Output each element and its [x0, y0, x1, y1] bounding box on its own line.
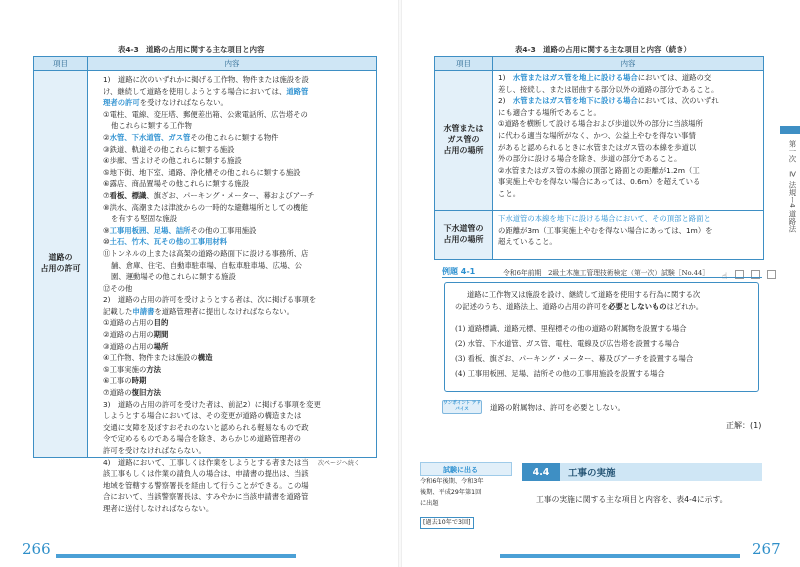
table-row — [435, 71, 763, 211]
text-line: 1) 水管またはガス管を地上に設ける場合においては、道路の交 — [498, 73, 712, 82]
side-tab-bar — [780, 126, 800, 134]
header-item: 項目 — [34, 57, 88, 70]
page-number: 267 — [752, 540, 781, 558]
example-rule — [442, 277, 762, 278]
table-header — [34, 57, 376, 71]
exam-line: [過去10年で3回] — [420, 517, 474, 529]
option-4: (4) 工事用板囲、足場、詰所その他の工事用施設を設置する場合 — [455, 369, 665, 378]
text-line: 差し、接続し、または屈曲する部分以外の道路の部分であること。 — [498, 84, 719, 94]
exam-line: に出題 — [420, 500, 439, 507]
text-line: 事実施上やむを得ない場合にあっては、0.6m）を超えている — [498, 177, 701, 187]
text-line: ③鉄道、軌道その他これらに類する施設 — [103, 144, 235, 154]
text-line: 1) 道路に次のいずれかに掲げる工作物、物件または施設を設 — [103, 75, 309, 84]
advice-badge: ワンポイント アドバイス — [443, 401, 481, 412]
exam-badge: 試験に出る — [420, 462, 512, 476]
section-number: 4.4 — [522, 463, 560, 481]
text-line: け、継続して道路を使用しようとする場合においては、道路管 — [103, 86, 309, 96]
chapter-side-tab — [780, 118, 800, 318]
option-2: (2) 水管、下水道管、ガス管、電柱、電線及び広告塔を設置する場合 — [455, 339, 680, 348]
example-title: 例題 4-1 — [442, 267, 476, 276]
text-line: ⑥工事の時期 — [103, 376, 147, 386]
text-line: があると認められるときに水管またはガス管の本線を歩道以 — [498, 142, 697, 152]
table-row — [435, 211, 763, 259]
row-content — [493, 71, 763, 210]
text-line: 理者に送付しなければならない。 — [103, 503, 214, 513]
text-line: 許可を受けなければならない。 — [103, 446, 206, 455]
check-box[interactable] — [767, 270, 776, 279]
text-line: 該工事もしくは作業の請負人の場合は、申請書の提出は、当該 — [103, 469, 309, 479]
text-line: ⑦道路の復旧方法 — [103, 388, 162, 398]
row-label: 水管または ガス管の 占用の場所 — [435, 71, 493, 210]
exam-frequency-box — [420, 462, 512, 529]
text-line: ①道路を横断して設ける場合および歩道以外の部分に当該場所 — [498, 119, 703, 129]
row-label: 道路の 占用の許可 — [34, 71, 88, 457]
row-label: 下水道管の 占用の場所 — [435, 211, 493, 259]
text-line: 園、運動場その他これらに類する施設 — [111, 272, 236, 282]
text-line: 2) 水管またはガス管を地下に設ける場合においては、次のいずれ — [498, 96, 719, 106]
text-line: 理者の許可を受けなければならない。 — [103, 98, 228, 108]
text-line: しようとする場合においては、その変更が道路の構造または — [103, 411, 302, 421]
row-content — [493, 211, 763, 259]
table-header — [435, 57, 763, 71]
bottom-bar — [56, 554, 296, 558]
text-line: ⑤工事実施の方法 — [103, 364, 162, 374]
text-line: こと。 — [498, 188, 521, 198]
section-title: 工事の実施 — [568, 468, 616, 479]
text-line: ④歩廊、雪よけその他これらに類する施設 — [103, 156, 242, 166]
text-line: 地域を管轄する警察署長を経由して行うことができる。この場 — [103, 480, 309, 490]
text-line: ①電柱、電線、変圧塔、郵便差出箱、公衆電話所、広告塔その — [103, 109, 308, 119]
section-text: 工事の実施に関する主な項目と内容を、表4-4に示す。 — [536, 495, 728, 504]
check-boxes — [722, 264, 776, 283]
text-line: ⑧洪水、高潮または津波からの一時的な避難場所としての機能 — [103, 202, 308, 212]
text-line: 3) 道路の占用の許可を受けた者は、前記2）に掲げる事項を変更 — [103, 399, 321, 409]
text-line: ①道路の占用の目的 — [103, 318, 169, 328]
text-line: 下水道管の本線を地下に設ける場合において、その頂部と路面と — [498, 214, 711, 223]
exam-line: 後期、平成29年第1回 — [420, 489, 482, 496]
option-1: (1) 道路標識、道路元標、里程標その他の道路の附属物を設置する場合 — [455, 324, 687, 333]
bottom-bar — [500, 554, 740, 558]
text-line: ②水管またはガス管の本線の頂部と路面との距離が1.2m（工 — [498, 165, 700, 175]
text-line: 4) 道路において、工事しくは作業をしようとする者または当 — [103, 457, 309, 467]
text-line: ⑨工事用板囲、足場、詰所その他の工事用施設 — [103, 225, 257, 235]
text-line: ④工作物、物件または施設の構造 — [103, 353, 213, 363]
text-line: ⑦看板、標識、旗ざお、パーキング・メーター、幕およびアーチ — [103, 190, 315, 200]
advice-text: 道路の附属物は、許可を必要としない。 — [490, 403, 625, 412]
text-line: ⑪トンネルの上または高架の道路の路面下に設ける事務所、店 — [103, 248, 309, 258]
page-number: 266 — [22, 540, 51, 558]
text-line: にも適合する場所であること。 — [498, 107, 601, 117]
continue-note: 次ページへ続く — [318, 460, 360, 467]
text-line: の距離が3m（工事実施上やむを得ない場合にあっては、1m）を — [498, 225, 713, 235]
text-line: ⑫その他 — [103, 283, 133, 293]
option-3: (3) 看板、旗ざお、パーキング・メーター、幕及びアーチを設置する場合 — [455, 354, 694, 363]
occupancy-table-continued — [434, 56, 764, 260]
header-item: 項目 — [435, 57, 493, 70]
answer: 正解：(1) — [726, 421, 762, 430]
header-content: 内容 — [224, 59, 240, 68]
text-line: ②水管、下水道管、ガス管その他これらに類する物件 — [103, 132, 279, 142]
text-line: 他これらに類する工作物 — [111, 121, 192, 131]
text-line: 外の部分に設ける場合を除き、歩道の部分であること。 — [498, 154, 682, 164]
table-caption-continued: 表4-3 道路の占用に関する主な項目と内容（続き） — [515, 45, 691, 54]
text-line: 2) 道路の占用の許可を受けようとする者は、次に掲げる事項を — [103, 295, 317, 305]
question-line: 道路に工作物又は施設を設け、継続して道路を使用する行為に関する次 — [467, 290, 701, 299]
text-line: 記載した申請書を道路管理者に提出しなければならない。 — [103, 306, 294, 316]
text-line: 令で定めるものである場合を除き、あらかじめ道路管理者の — [103, 434, 301, 444]
text-line: 舗、倉庫、住宅、自動車駐車場、自転車駐車場、広場、公 — [111, 260, 302, 270]
text-line: ②道路の占用の期間 — [103, 330, 169, 340]
text-line: に代わる適当な場所がなく、かつ、公益上やむを得ない事情 — [498, 130, 696, 140]
text-line: ⑤地下街、地下室、通路、浄化槽その他これらに類する施設 — [103, 167, 301, 177]
side-tab-label: 第一次 Ⅳ 法規ー4 道路法 — [788, 140, 797, 233]
header-content: 内容 — [620, 59, 636, 68]
text-line: 交通に支障を及ぼすおそれのないと認められる軽易なもので政 — [103, 422, 309, 432]
text-line: 超えていること。 — [498, 237, 557, 247]
example-question-box — [444, 282, 759, 392]
question-line: の記述のうち、道路法上、道路の占用の許可を必要としないものはどれか。 — [455, 302, 704, 311]
text-line: ⑥露店、商品置場その他これらに類する施設 — [103, 179, 250, 189]
text-line: を有する堅固な施設 — [111, 214, 178, 224]
text-line: 合において、当該警察署長は、すみやかに当該申請書を道路管 — [103, 492, 309, 502]
exam-line: 令和6年後期、令和3年 — [420, 478, 484, 485]
text-line: ③道路の占用の場所 — [103, 341, 169, 351]
example-subtitle: 令和6年前期 2級土木施工管理技術検定（第一次）試験［No.44］ — [503, 269, 710, 277]
table-caption: 表4-3 道路の占用に関する主な項目と内容 — [118, 45, 265, 54]
text-line: ⑩土石、竹木、瓦その他の工事用材料 — [103, 237, 228, 247]
right-page — [400, 0, 800, 567]
section-heading — [522, 463, 762, 481]
